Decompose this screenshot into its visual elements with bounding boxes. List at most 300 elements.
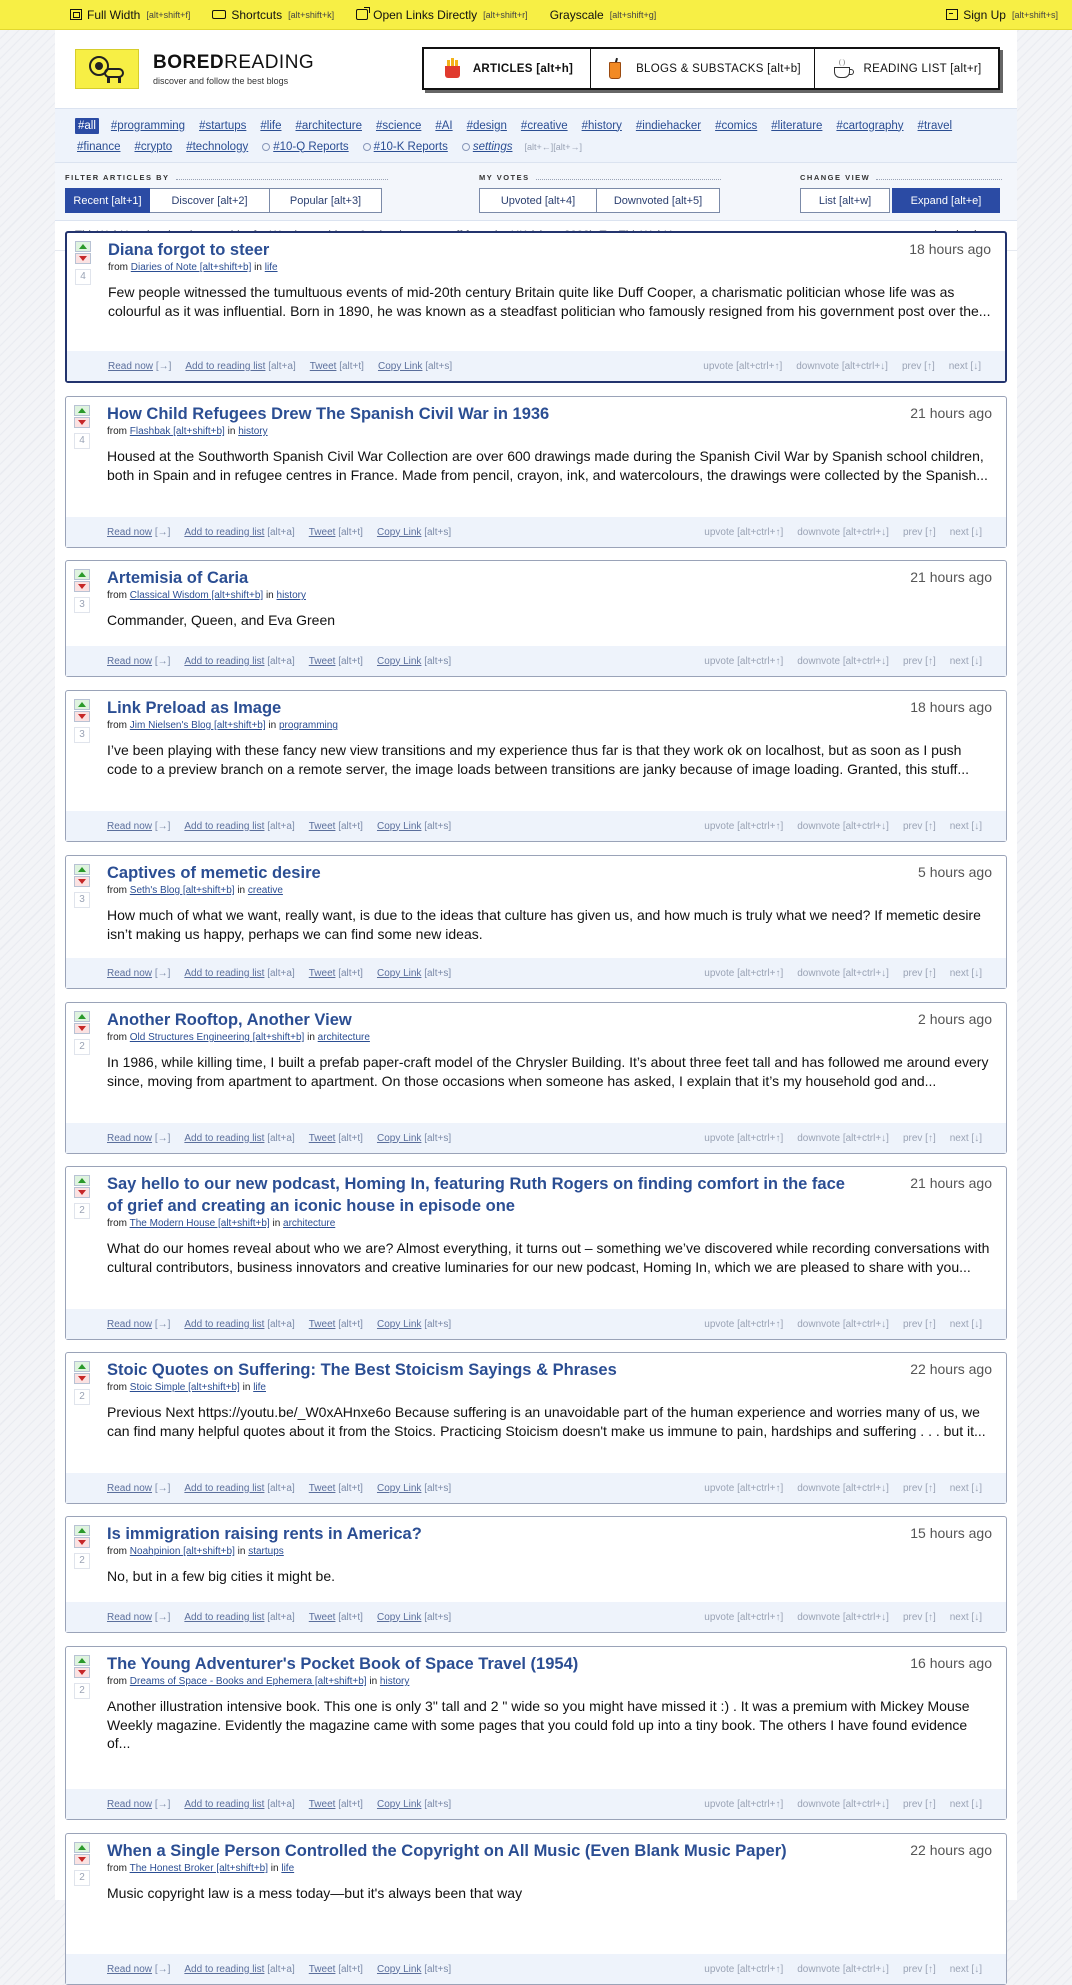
tag-10q-label: #10-Q Reports	[273, 140, 349, 153]
article-excerpt: What do our homes reveal about who we are? Almost everything, it turns out – something we’ve discovered while recording conversations with cultural contributors, business innovators and creative luminaries for our new podcast, Homing In, which we are pleased to share with you...	[107, 1240, 990, 1275]
article-content	[107, 1009, 992, 1090]
logo[interactable]	[75, 49, 139, 89]
next-hint[interactable]: next [↓]	[949, 1482, 982, 1494]
article-card	[65, 855, 1007, 989]
upvoted-button[interactable]: Upvoted [alt+4]	[479, 188, 597, 213]
article-actions	[66, 1309, 1006, 1339]
upvote-button[interactable]	[74, 1655, 90, 1666]
tweet-label: Tweet	[308, 1132, 336, 1144]
article-category-link[interactable]: architecture	[283, 1218, 336, 1229]
tweet-link[interactable]	[309, 968, 363, 979]
copy-link[interactable]	[377, 1799, 451, 1810]
vote-controls	[74, 1842, 92, 1886]
downvote-button[interactable]	[74, 1187, 90, 1198]
read-now-link[interactable]	[107, 656, 170, 667]
add-to-reading-list-link[interactable]	[184, 1612, 294, 1623]
copy-label: Copy Link	[376, 967, 422, 979]
tweet-link[interactable]	[309, 527, 363, 538]
copy-link[interactable]	[377, 1483, 451, 1494]
tweet-key: [alt+t]	[338, 655, 363, 667]
article-source-link[interactable]: The Modern House [alt+shift+b]	[129, 1218, 270, 1229]
add-to-reading-list-link[interactable]	[184, 1319, 294, 1330]
article-category-link[interactable]: life	[281, 1863, 295, 1874]
brand-tagline: discover and follow the best blogs	[153, 76, 289, 86]
upvote-hint[interactable]: upvote [alt+ctrl+↑]	[704, 655, 784, 667]
tweet-key: [alt+t]	[338, 1611, 363, 1623]
brand[interactable]	[153, 52, 314, 86]
tag-link[interactable]: #startups	[199, 119, 247, 132]
read-now-link[interactable]	[107, 1133, 170, 1144]
upvote-hint[interactable]: upvote [alt+ctrl+↑]	[704, 1318, 784, 1330]
add-to-reading-list-link[interactable]	[184, 968, 294, 979]
add-to-reading-list-link[interactable]	[184, 1964, 294, 1975]
article-source-link[interactable]: Flashbak [alt+shift+b]	[129, 426, 225, 437]
tag-filter-bar	[55, 108, 1017, 163]
read-now-link[interactable]	[107, 968, 170, 979]
article-meta: from Classical Wisdom [alt+shift+b] in history	[107, 590, 306, 601]
article-meta: from Dreams of Space - Books and Ephemera [alt+shift+b] in history	[107, 1676, 410, 1687]
tag-link[interactable]: #architecture	[295, 119, 362, 132]
prev-hint[interactable]: prev [↑]	[902, 655, 936, 667]
downvote-button[interactable]	[74, 711, 90, 722]
upvote-button[interactable]	[74, 569, 90, 580]
article-category-link[interactable]: programming	[278, 720, 338, 731]
copy-link[interactable]	[377, 527, 451, 538]
upvote-hint[interactable]: upvote [alt+ctrl+↑]	[704, 820, 784, 832]
add-key: [alt+a]	[267, 526, 295, 538]
article-card	[65, 1646, 1007, 1820]
article-title[interactable]: Another Rooftop, Another View	[107, 1011, 352, 1029]
read-now-link[interactable]	[107, 1964, 170, 1975]
tweet-link[interactable]	[310, 361, 364, 372]
keyboard-hints	[690, 821, 982, 832]
article-content	[107, 1359, 992, 1440]
article-actions	[66, 517, 1006, 547]
filter-recent-button[interactable]: Recent [alt+1]	[65, 188, 150, 213]
add-to-reading-list-link[interactable]	[184, 527, 294, 538]
full-width-label: Full Width	[87, 7, 141, 22]
read-now-label: Read now	[107, 1482, 153, 1494]
copy-key: [alt+s]	[425, 360, 453, 372]
vote-score: 2	[74, 1870, 90, 1886]
nav-articles-label: ARTICLES [alt+h]	[472, 62, 574, 75]
add-key: [alt+a]	[267, 967, 295, 979]
prev-hint[interactable]: prev [↑]	[902, 1611, 936, 1623]
read-now-key: [→]	[155, 360, 172, 372]
tag-link[interactable]: #AI	[435, 119, 453, 132]
vote-score: 2	[74, 1389, 90, 1405]
keyboard-hints	[690, 1612, 982, 1623]
next-hint[interactable]: next [↓]	[948, 360, 981, 372]
upvote-button[interactable]	[74, 864, 90, 875]
drink-icon	[604, 58, 626, 80]
vote-score: 2	[74, 1553, 90, 1569]
up-arrow-icon	[78, 1658, 86, 1663]
article-category-link[interactable]: architecture	[317, 1032, 370, 1043]
upvote-hint[interactable]: upvote [alt+ctrl+↑]	[703, 360, 783, 372]
article-card	[65, 1516, 1007, 1633]
upvote-button[interactable]	[74, 1361, 90, 1372]
tag-row-secondary	[75, 136, 1017, 157]
article-card	[65, 690, 1007, 842]
add-label: Add to reading list	[184, 1318, 265, 1330]
add-to-reading-list-link[interactable]	[184, 1799, 294, 1810]
add-to-reading-list-link[interactable]	[184, 1483, 294, 1494]
downvote-hint[interactable]: downvote [alt+ctrl+↓]	[797, 526, 889, 538]
article-title[interactable]: When a Single Person Controlled the Copyright on All Music (Even Blank Music Paper)	[107, 1842, 787, 1860]
add-to-reading-list-link[interactable]	[185, 361, 295, 372]
lion-icon	[87, 54, 127, 84]
add-label: Add to reading list	[184, 1482, 265, 1494]
up-arrow-icon	[79, 244, 87, 249]
tag-link[interactable]: #technology	[186, 140, 249, 153]
filter-popular-button[interactable]: Popular [alt+3]	[270, 188, 382, 213]
brand-name-rest: READING	[224, 52, 315, 73]
tag-link[interactable]: #crypto	[134, 140, 173, 153]
signup-button[interactable]	[946, 8, 1058, 22]
keyboard-hints	[690, 1799, 982, 1810]
upvote-hint[interactable]: upvote [alt+ctrl+↑]	[704, 1798, 784, 1810]
tag-10k-label: #10-K Reports	[373, 140, 448, 153]
copy-link[interactable]	[378, 361, 452, 372]
add-label: Add to reading list	[184, 1798, 265, 1810]
copy-link[interactable]	[377, 968, 451, 979]
downvote-hint[interactable]: downvote [alt+ctrl+↓]	[797, 820, 889, 832]
tweet-key: [alt+t]	[338, 1482, 363, 1494]
downvote-button[interactable]	[74, 1854, 90, 1865]
downvote-hint[interactable]: downvote [alt+ctrl+↓]	[797, 1963, 889, 1975]
tag-link[interactable]: #creative	[520, 119, 568, 132]
upvote-button[interactable]	[74, 1175, 90, 1186]
article-actions	[66, 1602, 1006, 1632]
add-to-reading-list-link[interactable]	[184, 656, 294, 667]
article-title[interactable]: Say hello to our new podcast, Homing In, featuring Ruth Rogers on finding comfort in the face of grief and creating an iconic house in episode one	[107, 1175, 845, 1215]
add-key: [alt+a]	[267, 1482, 295, 1494]
downvote-hint[interactable]: downvote [alt+ctrl+↓]	[797, 1318, 889, 1330]
copy-label: Copy Link	[376, 1963, 422, 1975]
read-now-link[interactable]	[107, 821, 170, 832]
change-view-group	[800, 173, 1002, 213]
up-arrow-icon	[78, 867, 86, 872]
nav-articles[interactable]	[424, 49, 591, 88]
keyboard-hints	[690, 1133, 982, 1144]
change-view-label	[800, 173, 1002, 182]
article-source-link[interactable]: Classical Wisdom [alt+shift+b]	[129, 590, 264, 601]
tweet-label: Tweet	[308, 526, 336, 538]
tag-link[interactable]: #science	[375, 119, 422, 132]
tag-link[interactable]: #indiehacker	[635, 119, 702, 132]
prev-hint[interactable]: prev [↑]	[902, 1132, 936, 1144]
article-meta: from The Honest Broker [alt+shift+b] in life	[107, 1863, 295, 1874]
up-arrow-icon	[78, 408, 86, 413]
article-meta: from Seth's Blog [alt+shift+b] in creative	[107, 885, 283, 896]
prev-hint[interactable]: prev [↑]	[902, 1963, 936, 1975]
article-source-link[interactable]: Dreams of Space - Books and Ephemera [alt+shift+b]	[129, 1676, 367, 1687]
tag-link[interactable]: #all	[75, 118, 99, 134]
down-arrow-icon	[78, 714, 86, 719]
article-time: 21 hours ago	[910, 1175, 992, 1191]
my-votes-label	[479, 173, 721, 182]
grayscale-toggle[interactable]	[550, 8, 657, 22]
filter-articles-label-text: FILTER ARTICLES BY	[65, 173, 170, 182]
article-category-link[interactable]: life	[264, 262, 278, 273]
add-label: Add to reading list	[184, 655, 265, 667]
read-now-label: Read now	[107, 820, 153, 832]
article-excerpt: Few people witnessed the tumultuous events of mid-20th century Britain quite like Duff Cooper, a charismatic politician whose life was as colourful as it was influential. Born in 1890, he was known as a steadfast politician who famously resigned from his government post over the...	[108, 284, 991, 319]
downvote-button[interactable]	[75, 253, 91, 264]
article-title[interactable]: Link Preload as Image	[107, 699, 282, 717]
nav-reading-list-label: READING LIST [alt+r]	[863, 62, 982, 75]
filter-articles-group	[65, 173, 388, 213]
downvote-button[interactable]	[74, 1023, 90, 1034]
downvoted-button[interactable]: Downvoted [alt+5]	[596, 188, 720, 213]
read-now-key: [→]	[154, 1132, 171, 1144]
next-hint[interactable]: next [↓]	[949, 1132, 982, 1144]
article-time: 2 hours ago	[918, 1011, 992, 1027]
article-actions	[66, 958, 1006, 988]
article-source-link[interactable]: Seth's Blog [alt+shift+b]	[129, 885, 235, 896]
copy-link[interactable]	[377, 656, 451, 667]
article-time: 21 hours ago	[910, 569, 992, 585]
tag-link[interactable]: #life	[260, 119, 282, 132]
read-now-label: Read now	[107, 1318, 153, 1330]
next-hint[interactable]: next [↓]	[949, 820, 982, 832]
upvote-hint[interactable]: upvote [alt+ctrl+↑]	[704, 1132, 784, 1144]
prev-hint[interactable]: prev [↑]	[902, 820, 936, 832]
vote-controls	[74, 405, 92, 449]
downvote-button[interactable]	[74, 581, 90, 592]
down-arrow-icon	[78, 879, 86, 884]
read-now-key: [→]	[154, 1798, 171, 1810]
article-category-link[interactable]: history	[276, 590, 306, 601]
shortcuts-shortcut: [alt+shift+k]	[288, 9, 335, 20]
full-width-toggle[interactable]	[70, 8, 190, 22]
tweet-label: Tweet	[308, 1482, 336, 1494]
tweet-link[interactable]	[309, 821, 363, 832]
settings-shortcut-hint: [alt+←][alt+→]	[524, 141, 582, 152]
article-category-link[interactable]: history	[238, 426, 268, 437]
article-category-link[interactable]: creative	[247, 885, 283, 896]
article-time: 18 hours ago	[910, 699, 992, 715]
upvote-button[interactable]	[74, 699, 90, 710]
downvote-button[interactable]	[74, 417, 90, 428]
vote-controls	[74, 1525, 92, 1569]
article-meta: from Diaries of Note [alt+shift+b] in life	[108, 262, 278, 273]
downvote-hint[interactable]: downvote [alt+ctrl+↓]	[797, 1482, 889, 1494]
downvote-hint[interactable]: downvote [alt+ctrl+↓]	[797, 1132, 889, 1144]
down-arrow-icon	[78, 584, 86, 589]
vote-controls	[74, 1655, 92, 1699]
prev-hint[interactable]: prev [↑]	[901, 360, 935, 372]
downvote-button[interactable]	[74, 876, 90, 887]
tag-link[interactable]: #comics	[715, 119, 758, 132]
upvote-button[interactable]	[74, 1011, 90, 1022]
read-now-link[interactable]	[107, 1319, 170, 1330]
article-content	[107, 862, 992, 943]
upvote-button[interactable]	[75, 241, 91, 252]
tweet-link[interactable]	[309, 1133, 363, 1144]
read-now-key: [→]	[154, 820, 171, 832]
article-source-link[interactable]: Jim Nielsen's Blog [alt+shift+b]	[129, 720, 266, 731]
next-hint[interactable]: next [↓]	[949, 655, 982, 667]
next-hint[interactable]: next [↓]	[949, 1318, 982, 1330]
add-to-reading-list-link[interactable]	[184, 1133, 294, 1144]
tweet-key: [alt+t]	[338, 1963, 363, 1975]
upvote-hint[interactable]: upvote [alt+ctrl+↑]	[704, 1963, 784, 1975]
article-meta: from Jim Nielsen's Blog [alt+shift+b] in programming	[107, 720, 338, 731]
open-links-toggle[interactable]	[356, 8, 528, 22]
read-now-key: [→]	[154, 655, 171, 667]
add-label: Add to reading list	[184, 820, 265, 832]
downvote-hint[interactable]: downvote [alt+ctrl+↓]	[797, 655, 889, 667]
tweet-link[interactable]	[309, 1319, 363, 1330]
downvote-hint[interactable]: downvote [alt+ctrl+↓]	[797, 1798, 889, 1810]
downvote-hint[interactable]: downvote [alt+ctrl+↓]	[797, 967, 889, 979]
read-now-label: Read now	[107, 1798, 153, 1810]
tag-link[interactable]: #finance	[77, 140, 121, 153]
filter-discover-button[interactable]: Discover [alt+2]	[150, 188, 270, 213]
brand-name-bold: BORED	[153, 52, 225, 73]
upvote-hint[interactable]: upvote [alt+ctrl+↑]	[704, 1611, 784, 1623]
article-source-link[interactable]: The Honest Broker [alt+shift+b]	[129, 1863, 269, 1874]
article-title[interactable]: The Young Adventurer's Pocket Book of Space Travel (1954)	[107, 1655, 579, 1673]
article-time: 18 hours ago	[909, 241, 991, 257]
settings-link[interactable]	[460, 140, 515, 154]
article-title[interactable]: How Child Refugees Drew The Spanish Civil War in 1936	[107, 405, 550, 423]
article-category-link[interactable]: life	[253, 1382, 266, 1393]
downvote-button[interactable]	[74, 1373, 90, 1384]
article-excerpt: Previous Next https://youtu.be/_W0xAHnxe6o Because suffering is an unavoidable part of the human experience and worries many of us, we can find many helpful quotes about it from the Stoics. Practicing Stoicism doesn't make us immune to pain, hardships and suffering . . . but it...	[107, 1404, 986, 1439]
article-excerpt: Housed at the Southworth Spanish Civil War Collection are over 600 drawings made during the Spanish Civil War by Spanish school children, both in Spain and in refugee centres in France. Made from pencil, crayon, ink, and watercolours, the drawings were collected by the Spanish...	[107, 448, 988, 483]
tag-10k-reports[interactable]	[361, 140, 450, 154]
article-time: 21 hours ago	[910, 405, 992, 421]
upvote-button[interactable]	[74, 1842, 90, 1853]
article-excerpt: In 1986, while killing time, I built a prefab paper-craft model of the Chrysler Building. It’s about three feet tall and has followed me around every since, moving from apartment to apartment. On those occasions when someone has asked, I explain that it’s my household god and...	[107, 1054, 989, 1089]
read-now-link[interactable]	[107, 1799, 170, 1810]
article-source-link[interactable]: Old Structures Engineering [alt+shift+b]	[129, 1032, 305, 1043]
prev-hint[interactable]: prev [↑]	[902, 1482, 936, 1494]
tweet-key: [alt+t]	[338, 1798, 363, 1810]
tweet-key: [alt+t]	[338, 1132, 363, 1144]
nav-blogs[interactable]	[591, 49, 815, 88]
down-arrow-icon	[78, 1376, 86, 1381]
filter-articles-label	[65, 173, 388, 182]
read-now-link[interactable]	[107, 1612, 170, 1623]
read-now-link[interactable]	[107, 527, 170, 538]
add-label: Add to reading list	[185, 360, 266, 372]
article-category-link[interactable]: history	[379, 1676, 410, 1687]
downvote-hint[interactable]: downvote [alt+ctrl+↓]	[796, 360, 888, 372]
read-now-link[interactable]	[107, 1483, 170, 1494]
external-link-icon	[356, 9, 368, 20]
article-actions	[66, 646, 1006, 676]
next-hint[interactable]: next [↓]	[949, 967, 982, 979]
next-hint[interactable]: next [↓]	[949, 1963, 982, 1975]
prev-hint[interactable]: prev [↑]	[902, 967, 936, 979]
tag-10q-reports[interactable]	[260, 140, 350, 154]
read-now-label: Read now	[107, 1132, 153, 1144]
article-category-link[interactable]: startups	[248, 1546, 284, 1557]
upvote-button[interactable]	[74, 405, 90, 416]
copy-label: Copy Link	[376, 526, 422, 538]
tweet-link[interactable]	[309, 1483, 363, 1494]
copy-key: [alt+s]	[424, 1963, 452, 1975]
copy-link[interactable]	[377, 1612, 451, 1623]
article-title[interactable]: Is immigration raising rents in America?	[107, 1525, 422, 1543]
tag-link[interactable]: #design	[466, 119, 507, 132]
copy-link[interactable]	[377, 821, 451, 832]
article-source-link[interactable]: Stoic Simple [alt+shift+b]	[129, 1382, 240, 1393]
add-key: [alt+a]	[267, 820, 295, 832]
tweet-label: Tweet	[308, 655, 336, 667]
prev-hint[interactable]: prev [↑]	[902, 1318, 936, 1330]
add-to-reading-list-link[interactable]	[184, 821, 294, 832]
article-time: 5 hours ago	[918, 864, 992, 880]
upvote-hint[interactable]: upvote [alt+ctrl+↑]	[704, 967, 784, 979]
vote-score: 3	[74, 597, 90, 613]
tweet-link[interactable]	[309, 1964, 363, 1975]
article-title[interactable]: Diana forgot to steer	[108, 241, 270, 259]
article-title[interactable]: Stoic Quotes on Suffering: The Best Stoicism Sayings & Phrases	[107, 1361, 617, 1379]
tweet-link[interactable]	[309, 1612, 363, 1623]
copy-key: [alt+s]	[424, 1482, 452, 1494]
article-title[interactable]: Artemisia of Caria	[107, 569, 249, 587]
shortcuts-label: Shortcuts	[231, 7, 283, 22]
upvote-hint[interactable]: upvote [alt+ctrl+↑]	[704, 526, 784, 538]
tweet-label: Tweet	[308, 1611, 336, 1623]
upvote-hint[interactable]: upvote [alt+ctrl+↑]	[704, 1482, 784, 1494]
keyboard-hints	[689, 361, 981, 372]
tag-link[interactable]: #history	[581, 119, 622, 132]
upvote-button[interactable]	[74, 1525, 90, 1536]
tweet-label: Tweet	[308, 820, 336, 832]
downvote-button[interactable]	[74, 1667, 90, 1678]
up-arrow-icon	[78, 1845, 86, 1850]
copy-link[interactable]	[377, 1319, 451, 1330]
article-time: 22 hours ago	[910, 1361, 992, 1377]
list-view-button[interactable]: List [alt+w]	[800, 188, 890, 213]
add-key: [alt+a]	[267, 1132, 295, 1144]
article-content	[107, 1523, 992, 1586]
keyboard-hints	[690, 527, 982, 538]
tag-link[interactable]: #cartography	[836, 119, 904, 132]
tag-link[interactable]: #literature	[771, 119, 823, 132]
article-title[interactable]: Captives of memetic desire	[107, 864, 321, 882]
article-content	[107, 403, 992, 484]
prev-hint[interactable]: prev [↑]	[902, 526, 936, 538]
next-hint[interactable]: next [↓]	[949, 1611, 982, 1623]
expand-view-button[interactable]: Expand [alt+e]	[892, 188, 1000, 213]
downvote-button[interactable]	[74, 1537, 90, 1548]
prev-hint[interactable]: prev [↑]	[902, 1798, 936, 1810]
nav-reading-list[interactable]	[815, 49, 998, 88]
shortcuts-toggle[interactable]	[212, 8, 334, 22]
tweet-link[interactable]	[309, 656, 363, 667]
tweet-link[interactable]	[309, 1799, 363, 1810]
next-hint[interactable]: next [↓]	[949, 1798, 982, 1810]
copy-link[interactable]	[377, 1133, 451, 1144]
read-now-link[interactable]	[108, 361, 171, 372]
article-meta: from Stoic Simple [alt+shift+b] in life	[107, 1382, 266, 1393]
article-source-link[interactable]: Noahpinion [alt+shift+b]	[129, 1546, 235, 1557]
article-source-link[interactable]: Diaries of Note [alt+shift+b]	[130, 262, 252, 273]
tag-link[interactable]: #programming	[110, 119, 186, 132]
tag-link[interactable]: #travel	[917, 119, 953, 132]
copy-link[interactable]	[377, 1964, 451, 1975]
next-hint[interactable]: next [↓]	[949, 526, 982, 538]
down-arrow-icon	[79, 256, 87, 261]
downvote-hint[interactable]: downvote [alt+ctrl+↓]	[797, 1611, 889, 1623]
